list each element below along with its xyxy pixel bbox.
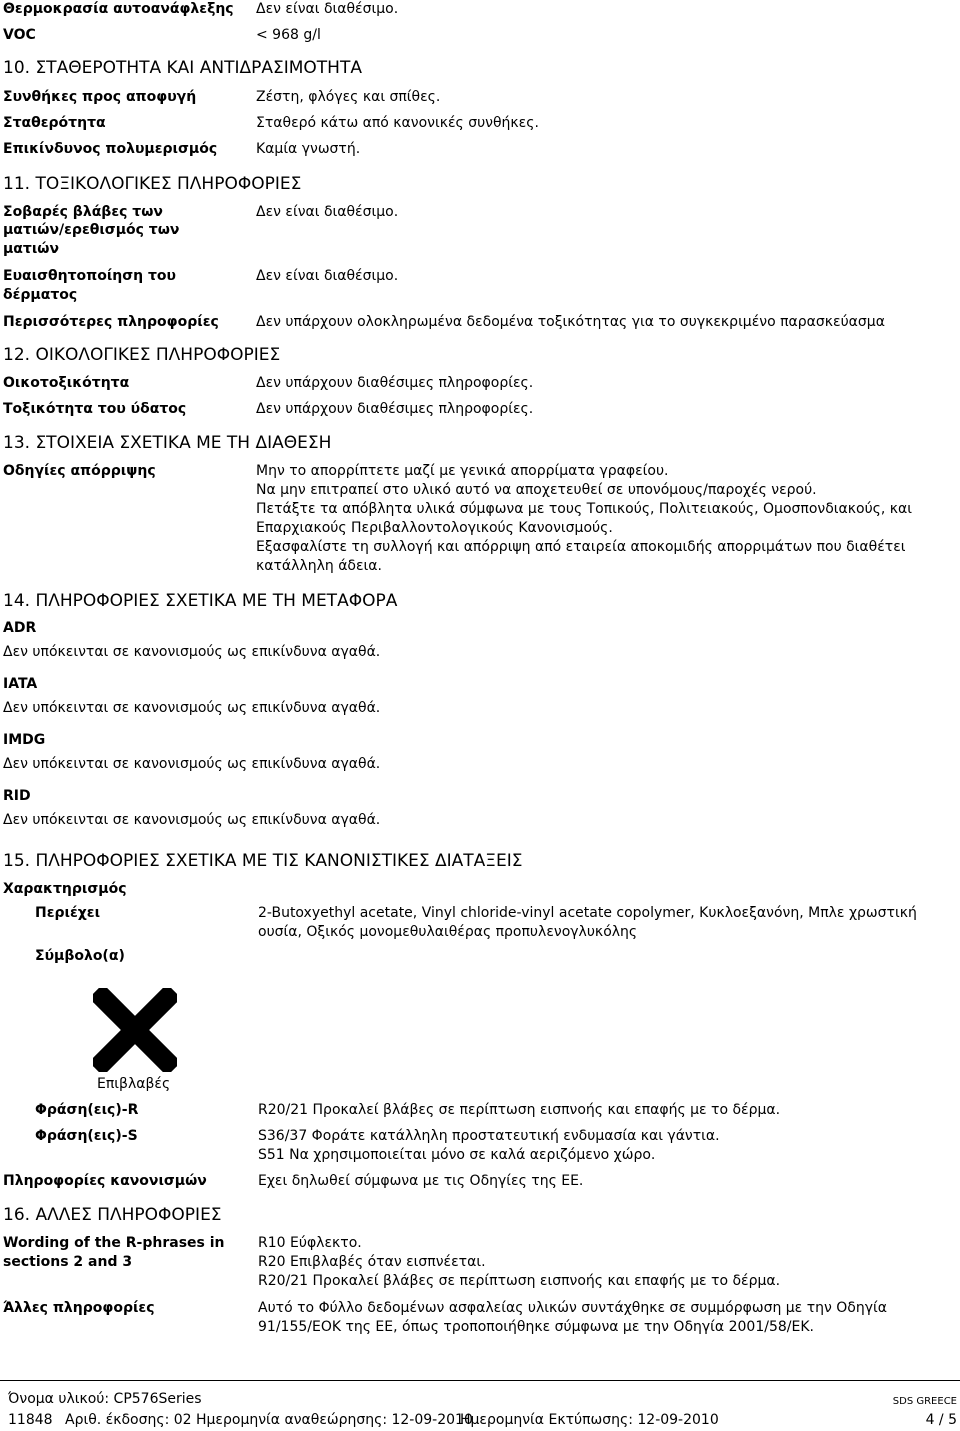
transport-mode-iata: IATA (3, 676, 38, 692)
s16-wording-line-2: R20 Επιβλαβές όταν εισπνέεται. (258, 1254, 486, 1270)
s13-line-4: Επαρχιακούς Περιβαλλοντολογικούς Κανονισμούς. (256, 520, 613, 536)
s15-reg-label: Πληροφορίες κανονισμών (3, 1173, 207, 1189)
s15-reg-value: Εχει δηλωθεί σύμφωνα με τις Οδηγίες της ΕΕ. (258, 1173, 584, 1189)
s13-line-3: Πετάξτε τα απόβλητα υλικά σύμφωνα με τους Τοπικούς, Πολιτειακούς, Ομοσπονδιακούς, και (256, 501, 913, 517)
harmful-x-icon (93, 988, 177, 1072)
section-15-title: 15. ΠΛΗΡΟΦΟΡΙΕΣ ΣΧΕΤΙΚΑ ΜΕ ΤΙΣ ΚΑΝΟΝΙΣΤΙΚΕΣ ΔΙΑΤΑΞΕΙΣ (3, 851, 523, 871)
s13-line-2: Να μην επιτραπεί στο υλικό αυτό να αποχετευθεί σε υπονόμους/παροχές νερού. (256, 482, 817, 498)
transport-text-imdg: Δεν υπόκεινται σε κανονισμούς ως επικίνδυνα αγαθά. (3, 756, 381, 772)
s12-value-water: Δεν υπάρχουν διαθέσιμες πληροφορίες. (256, 401, 534, 417)
s16-other-label: Άλλες πληροφορίες (3, 1300, 155, 1316)
s10-value-polymerization: Καμία γνωστή. (256, 141, 361, 157)
s12-value-ecotox: Δεν υπάρχουν διαθέσιμες πληροφορίες. (256, 375, 534, 391)
autoignition-label: Θερμοκρασία αυτοανάφλεξης (3, 1, 234, 17)
section-10-title: 10. ΣΤΑΘΕΡΟΤΗΤΑ ΚΑΙ ΑΝΤΙΔΡΑΣΙΜΟΤΗΤΑ (3, 58, 362, 78)
s10-label-polymerization: Επικίνδυνος πολυμερισμός (3, 141, 218, 157)
s16-other-line-1: Αυτό το Φύλλο δεδομένων ασφαλείας υλικών συντάχθηκε σε συμμόρφωση με την Οδηγία (258, 1300, 887, 1316)
footer-id: 11848 (8, 1412, 53, 1428)
s11-skin-label-2: δέρματος (3, 287, 78, 303)
section-16-title: 16. ΑΛΛΕΣ ΠΛΗΡΟΦΟΡΙΕΣ (3, 1205, 222, 1225)
transport-text-rid: Δεν υπόκεινται σε κανονισμούς ως επικίνδυνα αγαθά. (3, 812, 381, 828)
symbol-caption: Επιβλαβές (97, 1076, 171, 1092)
section-11-title: 11. ΤΟΞΙΚΟΛΟΓΙΚΕΣ ΠΛΗΡΟΦΟΡΙΕΣ (3, 174, 302, 194)
s11-skin-label-1: Ευαισθητοποίηση του (3, 268, 176, 284)
footer-sds: SDS GREECE (892, 1396, 957, 1407)
footer-print-date: Ημερομηνία Εκτύπωσης: 12-09-2010 (460, 1412, 719, 1428)
s10-value-stability: Σταθερό κάτω από κανονικές συνθήκες. (256, 115, 539, 131)
s16-wording-line-1: R10 Εύφλεκτο. (258, 1235, 362, 1251)
s11-skin-value: Δεν είναι διαθέσιμο. (256, 268, 399, 284)
s11-more-label: Περισσότερες πληροφορίες (3, 314, 219, 330)
s11-eye-label-3: ματιών (3, 241, 60, 257)
s12-label-ecotox: Οικοτοξικότητα (3, 375, 130, 391)
transport-mode-adr: ADR (3, 620, 37, 636)
s15-contains-line-1: 2-Butoxyethyl acetate, Vinyl chloride-vinyl acetate copolymer, Κυκλοεξανόνη, Μπλε χρωστική (258, 905, 917, 921)
transport-mode-rid: RID (3, 788, 31, 804)
s10-label-stability: Σταθερότητα (3, 115, 106, 131)
footer-edition: Αριθ. έκδοσης: 02 (65, 1412, 192, 1428)
s15-r-value: R20/21 Προκαλεί βλάβες σε περίπτωση εισπνοής και επαφής με το δέρμα. (258, 1102, 781, 1118)
section-12-title: 12. ΟΙΚΟΛΟΓΙΚΕΣ ΠΛΗΡΟΦΟΡΙΕΣ (3, 345, 281, 365)
footer-revision: Ημερομηνία αναθεώρησης: 12-09-2010 (196, 1412, 473, 1428)
s16-wording-label-2: sections 2 and 3 (3, 1254, 133, 1270)
voc-label: VOC (3, 27, 36, 43)
footer-page-number: 4 / 5 (925, 1412, 957, 1428)
autoignition-value: Δεν είναι διαθέσιμο. (256, 1, 399, 17)
voc-value: < 968 g/l (256, 27, 321, 43)
transport-text-adr: Δεν υπόκεινται σε κανονισμούς ως επικίνδυνα αγαθά. (3, 644, 381, 660)
s15-s-label: Φράση(εις)-S (35, 1128, 138, 1144)
s11-eye-label-2: ματιών/ερεθισμός των (3, 222, 180, 238)
footer-product: Όνομα υλικού: CP576Series (8, 1391, 202, 1407)
s15-contains-label: Περιέχει (35, 905, 101, 921)
s16-other-line-2: 91/155/ΕΟΚ της ΕΕ, όπως τροποποιήθηκε σύμφωνα με την Οδηγία 2001/58/ΕΚ. (258, 1319, 814, 1335)
section-13-title: 13. ΣΤΟΙΧΕΙΑ ΣΧΕΤΙΚΑ ΜΕ ΤΗ ΔΙΑΘΕΣΗ (3, 433, 332, 453)
s12-label-water: Τοξικότητα του ύδατος (3, 401, 187, 417)
s16-wording-line-3: R20/21 Προκαλεί βλάβες σε περίπτωση εισπνοής και επαφής με το δέρμα. (258, 1273, 781, 1289)
s10-value-avoid: Ζέστη, φλόγες και σπίθες. (256, 89, 441, 105)
s11-eye-label-1: Σοβαρές βλάβες των (3, 204, 163, 220)
s16-wording-label-1: Wording of the R-phrases in (3, 1235, 225, 1251)
s15-symbols-label: Σύμβολο(α) (35, 948, 125, 964)
s11-eye-value: Δεν είναι διαθέσιμο. (256, 204, 399, 220)
footer-divider (0, 1380, 960, 1381)
s11-more-value: Δεν υπάρχουν ολοκληρωμένα δεδομένα τοξικότητας για το συγκεκριμένο παρασκεύασμα (256, 314, 885, 330)
transport-mode-imdg: IMDG (3, 732, 46, 748)
transport-text-iata: Δεν υπόκεινται σε κανονισμούς ως επικίνδυνα αγαθά. (3, 700, 381, 716)
s13-disposal-label: Οδηγίες απόρριψης (3, 463, 156, 479)
section-14-title: 14. ΠΛΗΡΟΦΟΡΙΕΣ ΣΧΕΤΙΚΑ ΜΕ ΤΗ ΜΕΤΑΦΟΡΑ (3, 591, 398, 611)
s15-r-label: Φράση(εις)-R (35, 1102, 139, 1118)
s13-line-6: κατάλληλη άδεια. (256, 558, 382, 574)
s15-contains-line-2: ουσία, Οξικός μονομεθυλαιθέρας προπυλενογλυκόλης (258, 924, 638, 940)
s15-classification: Χαρακτηρισμός (3, 881, 127, 897)
s15-s-line-2: S51 Να χρησιμοποιείται μόνο σε καλά αεριζόμενο χώρο. (258, 1147, 656, 1163)
s15-s-line-1: S36/37 Φοράτε κατάλληλη προστατευτική ενδυμασία και γάντια. (258, 1128, 720, 1144)
s13-line-1: Μην το απορρίπτετε μαζί με γενικά απορρίματα γραφείου. (256, 463, 669, 479)
s10-label-avoid: Συνθήκες προς αποφυγή (3, 89, 197, 105)
s13-line-5: Εξασφαλίστε τη συλλογή και απόρριψη από εταιρεία αποκομιδής απορριμάτων που διαθέτει (256, 539, 906, 555)
